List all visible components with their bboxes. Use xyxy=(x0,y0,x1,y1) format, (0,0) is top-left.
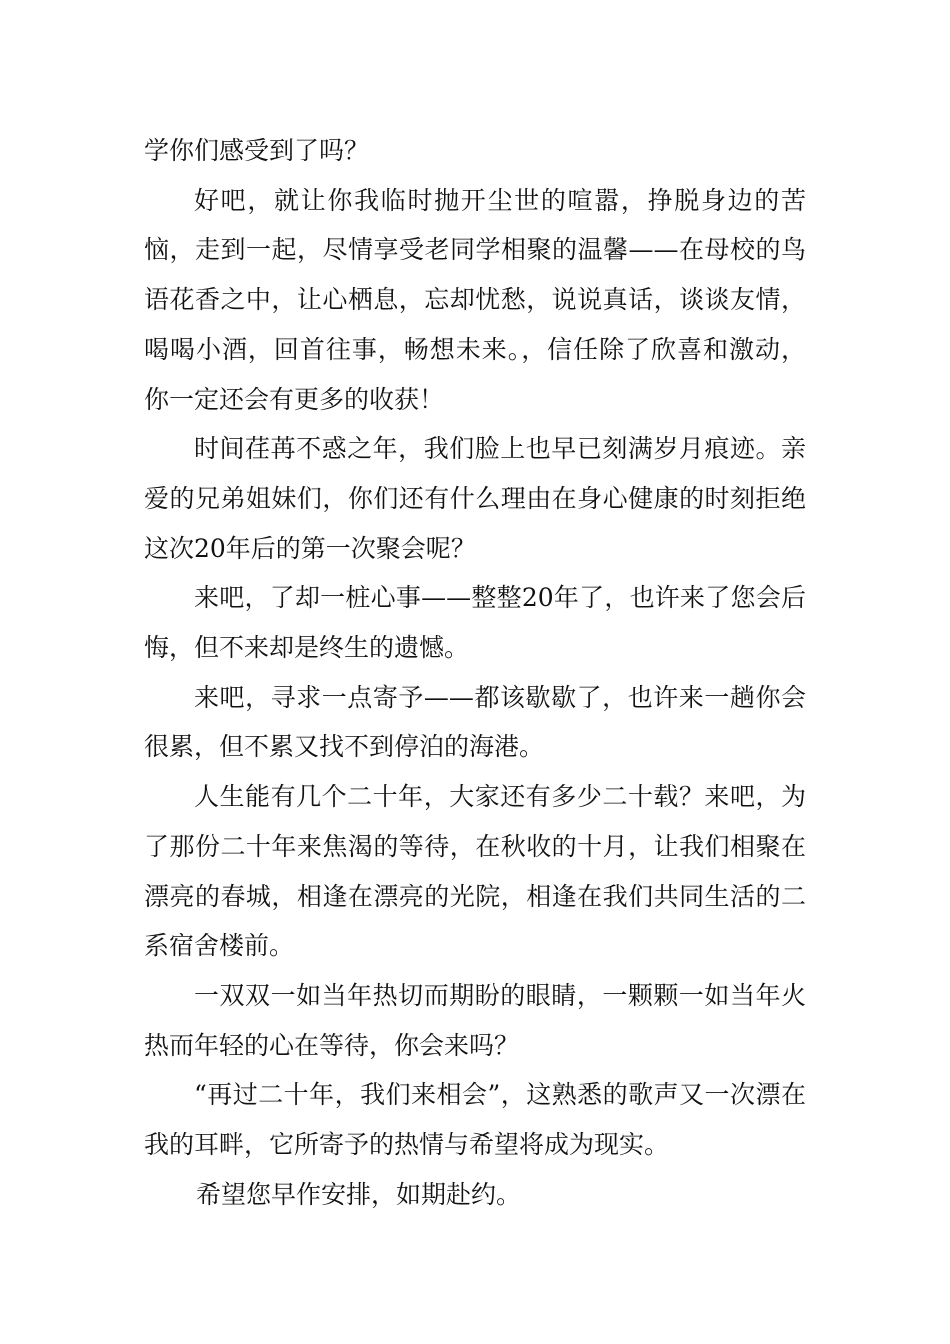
paragraph-waiting-eyes: 一双双一如当年热切而期盼的眼睛，一颗颗一如当年火热而年轻的心在等待，你会来吗？ xyxy=(144,980,806,1060)
paragraph-invitation: 好吧，就让你我临时抛开尘世的喧嚣，挣脱身边的苦恼，走到一起，尽情享受老同学相聚的温馨——在母校的鸟语花香之中，让心栖息，忘却忧愁，说说真话，谈谈友情，喝喝小酒，回首往事，畅想未来。，信任除了欣喜和激动，你一定还会有更多的收获！ xyxy=(144,185,806,414)
paragraph-twenty-years: 人生能有几个二十年，大家还有多少二十载？来吧，为了那份二十年来焦渴的等待，在秋收的十月，让我们相聚在漂亮的春城，相逢在漂亮的光院，相逢在我们共同生活的二系宿舍楼前。 xyxy=(144,782,806,961)
paragraph-time-passing: 时间荏苒不惑之年，我们脸上也早已刻满岁月痕迹。亲爱的兄弟姐妹们，你们还有什么理由在身心健康的时刻拒绝这次20年后的第一次聚会呢？ xyxy=(144,434,806,563)
paragraph-song: “再过二十年，我们来相会”，这熟悉的歌声又一次漂在我的耳畔，它所寄予的热情与希望将成为现实。 xyxy=(144,1080,806,1160)
paragraph-closing: 希望您早作安排，如期赴约。 xyxy=(196,1179,522,1209)
paragraph-continuation: 学你们感受到了吗？ xyxy=(144,136,370,165)
document-body xyxy=(144,126,806,1219)
paragraph-come-seek: 来吧，寻求一点寄予——都该歇歇了，也许来一趟你会很累，但不累又找不到停泊的海港。 xyxy=(144,682,806,762)
paragraph-come-settle: 来吧，了却一桩心事——整整20年了，也许来了您会后悔，但不来却是终生的遗憾。 xyxy=(144,583,806,663)
